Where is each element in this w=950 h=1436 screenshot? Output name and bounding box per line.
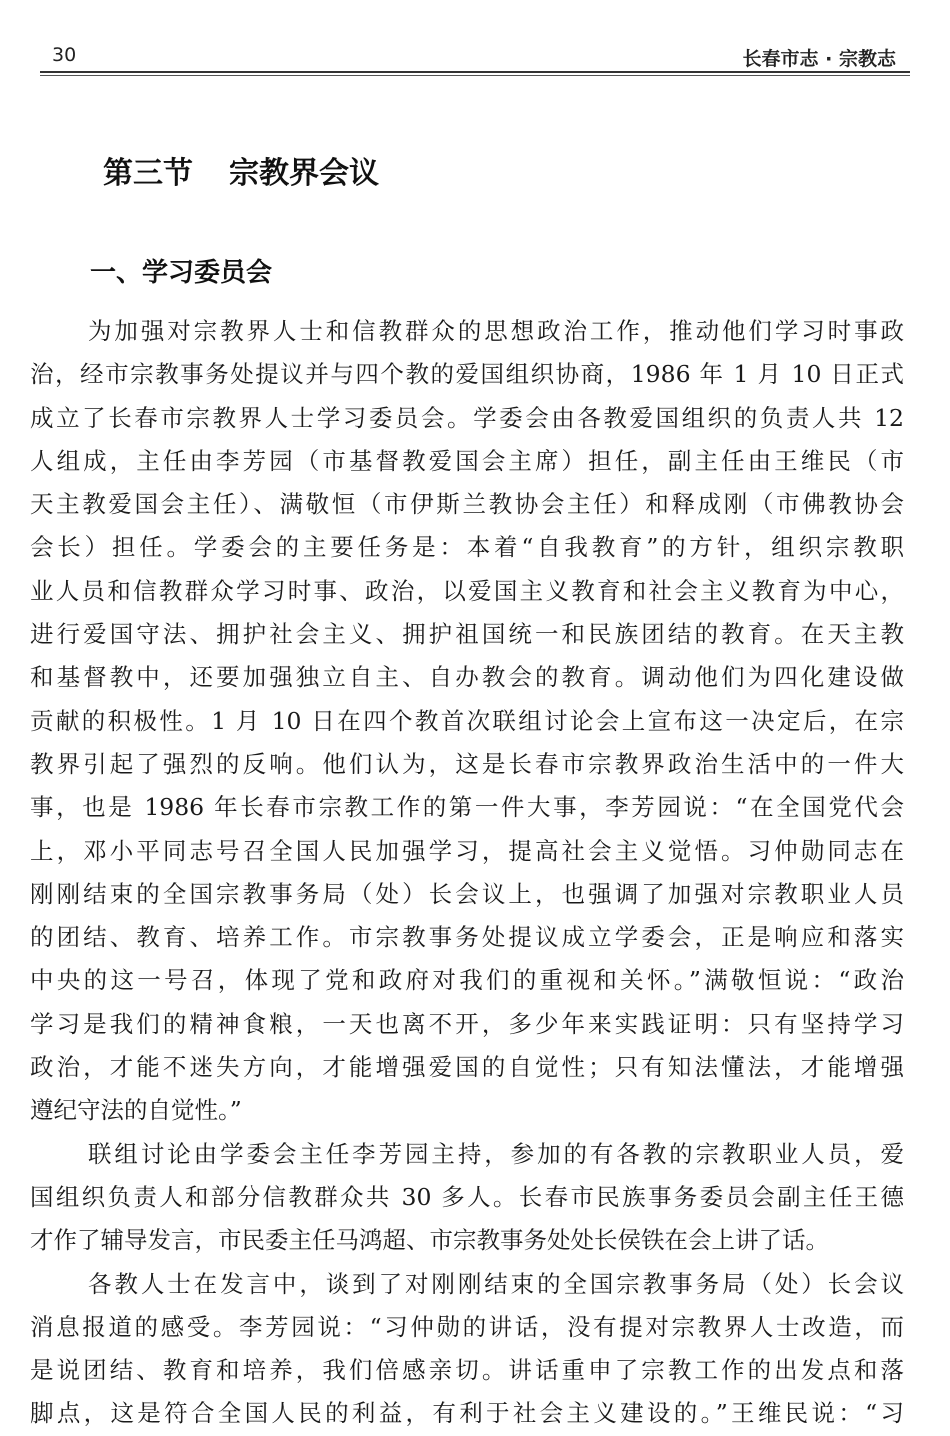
page-number: 30 bbox=[52, 44, 77, 66]
text-line: 上，邓小平同志号召全国人民加强学习，提高社会主义觉悟。习仲勋同志在 bbox=[30, 836, 904, 865]
text-line: 是说团结、教育和培养，我们倍感亲切。讲话重申了宗教工作的出发点和落 bbox=[30, 1356, 904, 1385]
text-line: 进行爱国守法、拥护社会主义、拥护祖国统一和民族团结的教育。在天主教 bbox=[30, 620, 904, 649]
text-line: 国组织负责人和部分信教群众共 30 多人。长春市民族事务委员会副主任王德 bbox=[30, 1182, 904, 1211]
text-line: 为加强对宗教界人士和信教群众的思想政治工作，推动他们学习时事政 bbox=[88, 317, 904, 345]
text-line: 遵纪守法的自觉性。” bbox=[30, 1096, 242, 1125]
text-line: 事，也是 1986 年长春市宗教工作的第一件大事，李芳园说：“在全国党代会 bbox=[30, 793, 904, 822]
running-title: 长春市志 · 宗教志 bbox=[742, 48, 896, 70]
text-line: 联组讨论由学委会主任李芳园主持，参加的有各教的宗教职业人员，爱 bbox=[88, 1139, 904, 1168]
text-line: 人组成，主任由李芳园（市基督教爱国会主席）担任，副主任由王维民（市 bbox=[30, 446, 904, 475]
text-line: 成立了长春市宗教界人士学习委员会。学委会由各教爱国组织的负责人共 12 bbox=[30, 403, 904, 432]
text-line: 才作了辅导发言，市民委主任马鸿超、市宗教事务处处长侯铁在会上讲了话。 bbox=[30, 1226, 829, 1255]
text-line: 刚刚结束的全国宗教事务局（处）长会议上，也强调了加强对宗教职业人员 bbox=[30, 879, 904, 908]
subsection-title: 一、学习委员会 bbox=[90, 258, 273, 288]
text-line: 业人员和信教群众学习时事、政治，以爱国主义教育和社会主义教育为中心， bbox=[30, 576, 904, 605]
text-line: 贡献的积极性。1 月 10 日在四个教首次联组讨论会上宣布这一决定后，在宗 bbox=[30, 706, 904, 735]
body-text bbox=[30, 310, 904, 1436]
header-rule-thin bbox=[40, 75, 910, 76]
text-line: 学习是我们的精神食粮，一天也离不开，多少年来实践证明：只有坚持学习 bbox=[30, 1009, 904, 1038]
text-line: 的团结、教育、培养工作。市宗教事务处提议成立学委会，正是响应和落实 bbox=[30, 923, 904, 952]
paragraph-2 bbox=[30, 1133, 904, 1263]
section-heading bbox=[103, 148, 379, 192]
text-line: 消息报道的感受。李芳园说：“习仲勋的讲话，没有提对宗教界人士改造，而 bbox=[30, 1312, 904, 1341]
text-line: 中央的这一号召，体现了党和政府对我们的重视和关怀。”满敬恒说：“政治 bbox=[30, 966, 904, 995]
paragraph-3 bbox=[30, 1263, 904, 1436]
text-line: 天主教爱国会主任）、满敬恒（市伊斯兰教协会主任）和释成刚（市佛教协会 bbox=[30, 490, 904, 519]
header-rule bbox=[40, 71, 910, 73]
text-line: 教界引起了强烈的反响。他们认为，这是长春市宗教界政治生活中的一件大 bbox=[30, 749, 904, 778]
section-number: 第三节 bbox=[103, 156, 193, 191]
text-line: 和基督教中，还要加强独立自主、自办教会的教育。调动他们为四化建设做 bbox=[30, 663, 904, 692]
paragraph-1 bbox=[30, 310, 904, 1133]
text-line: 会长）担任。学委会的主要任务是：本着“自我教育”的方针，组织宗教职 bbox=[30, 533, 904, 562]
text-line: 治，经市宗教事务处提议并与四个教的爱国组织协商，1986 年 1 月 10 日正式 bbox=[30, 360, 904, 389]
section-title: 宗教界会议 bbox=[229, 156, 379, 191]
text-line: 各教人士在发言中，谈到了对刚刚结束的全国宗教事务局（处）长会议 bbox=[88, 1269, 904, 1298]
text-line: 政治，才能不迷失方向，才能增强爱国的自觉性；只有知法懂法，才能增强 bbox=[30, 1053, 904, 1082]
text-line: 脚点，这是符合全国人民的利益，有利于社会主义建设的。”王维民说：“习 bbox=[30, 1399, 904, 1428]
page-header bbox=[40, 40, 910, 70]
